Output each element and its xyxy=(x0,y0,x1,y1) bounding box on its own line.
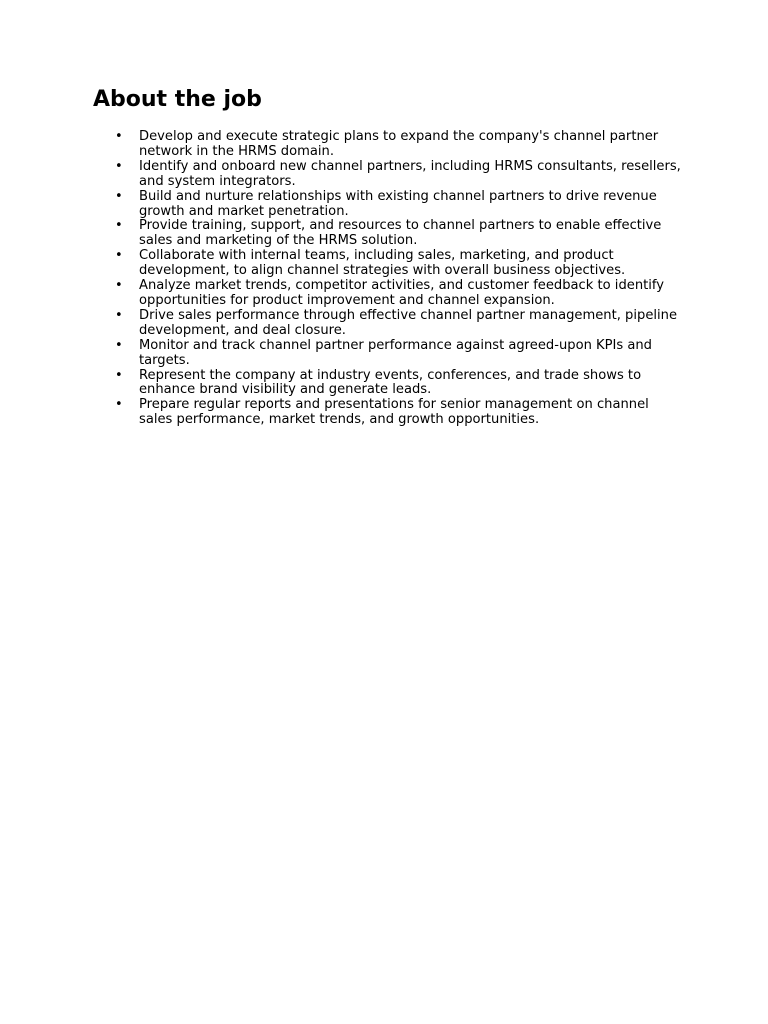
list-item-text: Analyze market trends, competitor activities, and customer feedback to identify opportunities for product improvement and channel expansion. xyxy=(139,278,665,308)
list-item-text: Prepare regular reports and presentations for senior management on channel sales performance, market trends, and growth opportunities. xyxy=(139,397,649,428)
list-item-text: Build and nurture relationships with existing channel partners to drive revenue growth and market penetration. xyxy=(139,188,657,219)
list-item xyxy=(108,309,683,339)
bullet-icon: • xyxy=(115,307,123,323)
list-item xyxy=(108,398,683,428)
bullet-icon: • xyxy=(115,278,123,294)
list-item-text: Develop and execute strategic plans to expand the company's channel partner network in the HRMS domain. xyxy=(139,129,659,159)
list-item-text: Drive sales performance through effective channel partner management, pipeline development, and deal closure. xyxy=(139,307,678,338)
bullet-icon: • xyxy=(115,248,123,264)
list-item xyxy=(108,160,683,190)
bullet-icon: • xyxy=(115,218,123,234)
list-item xyxy=(108,219,683,249)
bullet-icon: • xyxy=(115,337,123,353)
list-item xyxy=(108,339,683,369)
list-item xyxy=(108,369,683,399)
list-item-text: Represent the company at industry events, conferences, and trade shows to enhance brand visibility and generate leads. xyxy=(139,367,642,398)
list-item xyxy=(108,249,683,279)
list-item-text: Collaborate with internal teams, including sales, marketing, and product development, to align channel strategies with overall business objectives. xyxy=(139,248,626,279)
bullet-icon: • xyxy=(115,158,123,174)
responsibilities-list xyxy=(108,130,683,428)
page-title: About the job xyxy=(93,87,262,112)
bullet-icon: • xyxy=(115,397,123,413)
bullet-icon: • xyxy=(115,129,123,144)
list-item-text: Monitor and track channel partner performance against agreed-upon KPIs and targets. xyxy=(139,337,652,368)
list-item-text: Provide training, support, and resources to channel partners to enable effective sales and marketing of the HRMS solution. xyxy=(139,218,662,249)
bullet-icon: • xyxy=(115,188,123,204)
list-item xyxy=(108,130,683,160)
bullet-icon: • xyxy=(115,367,123,383)
list-item xyxy=(108,190,683,220)
list-item-text: Identify and onboard new channel partners, including HRMS consultants, resellers, and system integrators. xyxy=(139,158,681,189)
list-item xyxy=(108,279,683,309)
